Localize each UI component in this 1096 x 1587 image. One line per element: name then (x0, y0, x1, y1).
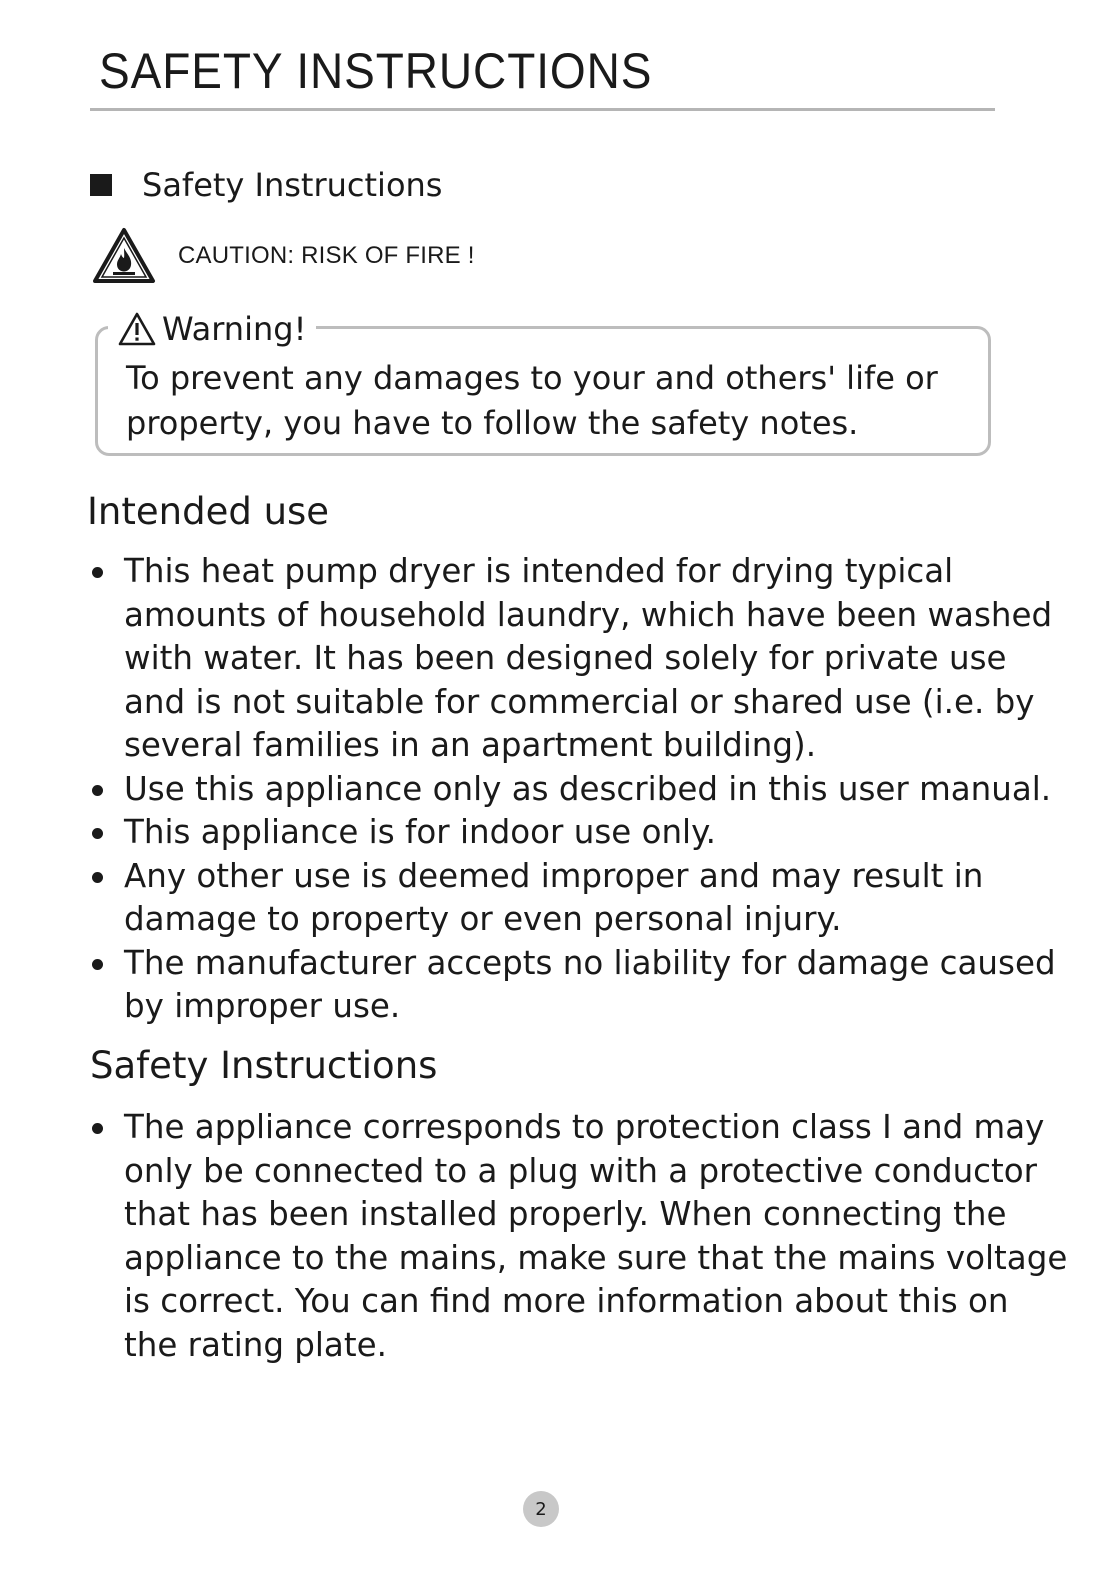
bullet-dot-icon (92, 567, 103, 578)
list-item-line: with water. It has been designed solely for private use (124, 639, 1007, 677)
list-item-line: that has been installed properly. When connecting the (124, 1195, 1007, 1233)
caution-text: CAUTION: RISK OF FIRE ! (178, 242, 475, 269)
list-item (88, 550, 1053, 768)
list-item-line: several families in an apartment building). (124, 726, 817, 764)
list-item-line: This heat pump dryer is intended for drying typical (124, 552, 954, 590)
bullet-dot-icon (92, 872, 103, 883)
list-item-line: appliance to the mains, make sure that the mains voltage (124, 1238, 1068, 1277)
list-item (88, 942, 1056, 1029)
bullet-dot-icon (92, 785, 103, 796)
list-item-line: is correct. You can find more information about this on (124, 1282, 1009, 1320)
safety-instructions-heading: Safety Instructions (90, 1044, 438, 1087)
warning-line: To prevent any damages to your and others' life or (126, 359, 938, 397)
square-bullet-icon (90, 174, 112, 196)
warning-body (126, 356, 966, 446)
section-marker (90, 160, 442, 210)
warning-legend (108, 306, 316, 352)
bullet-dot-icon (92, 959, 103, 970)
list-item-line: Use this appliance only as described in this user manual. (124, 769, 1052, 808)
list-item (88, 855, 1048, 942)
list-item (88, 1106, 1068, 1367)
list-item-line: The manufacturer accepts no liability for damage caused (124, 943, 1056, 982)
list-item-line: the rating plate. (124, 1325, 387, 1364)
warning-title: Warning! (162, 310, 307, 348)
list-item-line: damage to property or even personal injury. (124, 900, 842, 938)
caution-notice (92, 226, 475, 286)
list-item-line: only be connected to a plug with a protective conductor (124, 1151, 1038, 1190)
bullet-dot-icon (92, 828, 103, 839)
warning-triangle-icon (118, 312, 156, 346)
page-title: SAFETY INSTRUCTIONS (99, 43, 653, 99)
list-item-line: and is not suitable for commercial or shared use (i.e. by (124, 682, 1035, 721)
warning-line: property, you have to follow the safety notes. (126, 404, 859, 442)
page-number: 2 (523, 1491, 559, 1527)
title-divider (90, 108, 995, 111)
list-item (88, 811, 1048, 855)
bullet-dot-icon (92, 1123, 103, 1134)
intended-use-list (88, 550, 1056, 1029)
list-item-line: amounts of household laundry, which have been washed (124, 595, 1053, 634)
list-item-line: by improper use. (124, 987, 401, 1025)
list-item (88, 768, 1052, 812)
list-item-line: This appliance is for indoor use only. (124, 813, 717, 851)
fire-warning-triangle-icon (92, 227, 156, 285)
section-marker-label: Safety Instructions (142, 166, 443, 204)
list-item-line: Any other use is deemed improper and may result in (124, 856, 984, 895)
safety-instructions-list (88, 1106, 1068, 1367)
list-item-line: The appliance corresponds to protection class I and may (124, 1108, 1045, 1146)
intended-use-heading: Intended use (87, 490, 330, 533)
